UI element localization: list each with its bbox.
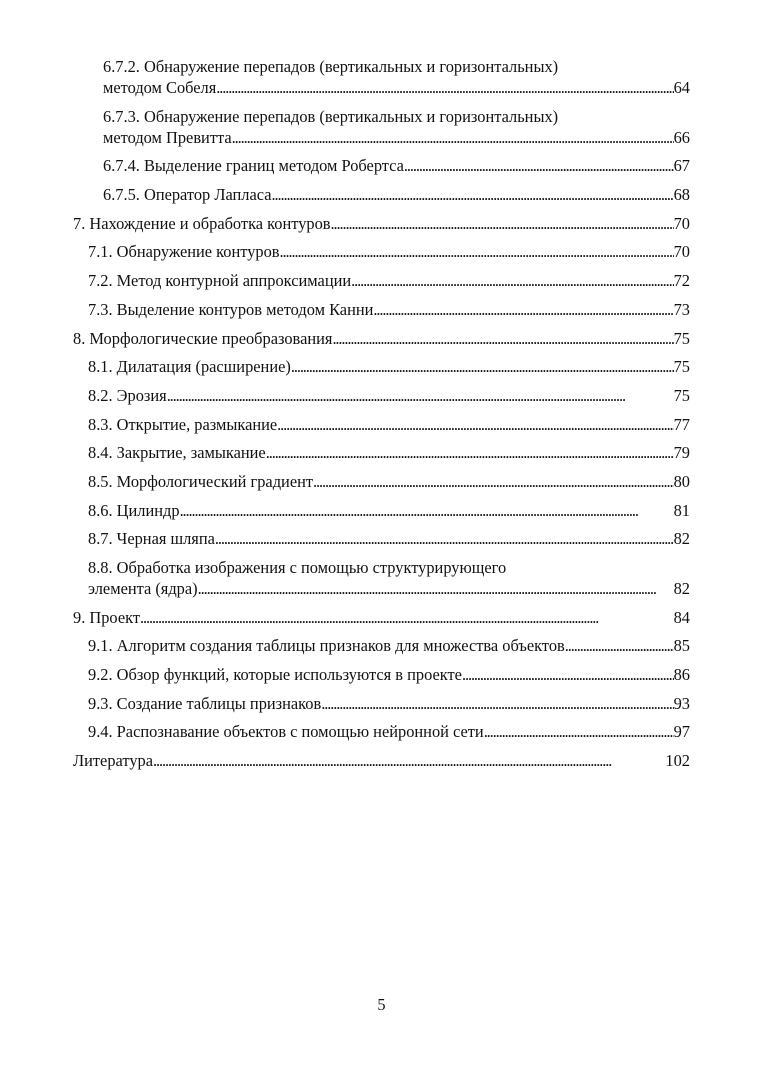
toc-entry-line	[88, 693, 690, 714]
toc-entry-page: 85	[673, 636, 690, 656]
toc-entry-title: 7.3. Выделение контуров методом Канни	[88, 299, 374, 319]
dot-leader	[321, 693, 673, 714]
toc-entry[interactable]	[0, 241, 763, 262]
toc-entry-title: 9.1. Алгоритм создания таблицы признаков для множества объектов	[88, 636, 565, 656]
dot-leader	[277, 414, 673, 435]
toc-entry-line	[88, 356, 690, 377]
toc-entry-line	[73, 607, 690, 628]
toc-entry-line	[88, 299, 690, 320]
toc-entry-page: 97	[673, 722, 690, 742]
toc-entry[interactable]	[0, 635, 763, 656]
toc-entry[interactable]	[0, 721, 763, 742]
toc-entry[interactable]	[0, 56, 763, 98]
toc-entry[interactable]	[0, 213, 763, 234]
toc-entry-page: 86	[673, 665, 690, 685]
dot-leader	[313, 471, 674, 492]
toc-entry-page: 80	[673, 471, 690, 491]
toc-entry-line	[103, 106, 763, 127]
toc-entry[interactable]	[0, 328, 763, 349]
toc-entry[interactable]	[0, 607, 763, 628]
toc-entry[interactable]	[0, 664, 763, 685]
dot-leader	[351, 270, 673, 291]
toc-entry-page: 82	[673, 529, 690, 549]
toc-entry[interactable]	[0, 528, 763, 549]
dot-leader	[198, 578, 674, 599]
toc-entry-line	[103, 56, 763, 77]
toc-entry-line	[88, 241, 690, 262]
dot-leader	[180, 500, 674, 521]
toc-entry[interactable]	[0, 471, 763, 492]
toc-entry-page: 70	[673, 242, 690, 262]
toc-entry-line	[88, 664, 690, 685]
dot-leader	[373, 299, 673, 320]
dot-leader	[215, 528, 674, 549]
toc-entry[interactable]	[0, 557, 763, 599]
toc-entry-line	[88, 270, 690, 291]
toc-entry-page: 72	[673, 271, 690, 291]
toc-entry[interactable]	[0, 693, 763, 714]
toc-entry-page: 67	[673, 156, 690, 176]
toc-entry-title: 9. Проект	[73, 607, 141, 627]
table-of-contents	[0, 56, 763, 779]
toc-entry-title: 7.2. Метод контурной аппроксимации	[88, 271, 352, 291]
dot-leader	[565, 635, 674, 656]
dot-leader	[291, 356, 674, 377]
toc-entry-line	[73, 328, 690, 349]
toc-entry-title: 9.3. Создание таблицы признаков	[88, 693, 322, 713]
toc-entry-title: 9.4. Распознавание объектов с помощью нейронной сети	[88, 722, 484, 742]
toc-entry-line	[73, 750, 690, 771]
toc-entry[interactable]	[0, 385, 763, 406]
toc-entry[interactable]	[0, 299, 763, 320]
toc-entry[interactable]	[0, 414, 763, 435]
toc-entry-title: 8.4. Закрытие, замыкание	[88, 443, 266, 463]
toc-entry-line	[88, 557, 763, 578]
toc-entry-line	[88, 635, 690, 656]
toc-entry-title: Литература	[73, 751, 153, 771]
toc-entry-page: 93	[673, 693, 690, 713]
toc-entry-line	[88, 500, 690, 521]
toc-entry-title: 6.7.2. Обнаружение перепадов (вертикальных и горизонтальных)	[103, 57, 559, 76]
dot-leader	[272, 184, 674, 205]
dot-leader	[216, 77, 673, 98]
toc-entry-title: элемента (ядра)	[88, 579, 198, 598]
toc-entry-page: 70	[673, 213, 690, 233]
toc-entry-title: 8.3. Открытие, размыкание	[88, 414, 278, 434]
toc-entry-title: 8.8. Обработка изображения с помощью структурирующего	[88, 558, 507, 577]
toc-entry-title: 8. Морфологические преобразования	[73, 328, 333, 348]
dot-leader	[484, 721, 674, 742]
dot-leader	[153, 750, 665, 771]
dot-leader	[280, 241, 674, 262]
dot-leader	[167, 385, 674, 406]
toc-entry-title: 7. Нахождение и обработка контуров	[73, 213, 331, 233]
toc-entry-line	[88, 578, 690, 599]
toc-entry-line	[88, 471, 690, 492]
toc-entry-title: методом Превитта	[103, 127, 232, 147]
toc-entry-title: 8.7. Черная шляпа	[88, 529, 215, 549]
toc-entry-page: 73	[673, 299, 690, 319]
toc-entry-line	[88, 385, 690, 406]
toc-entry[interactable]	[0, 442, 763, 463]
toc-entry-line	[103, 77, 690, 98]
toc-entry-line	[73, 213, 690, 234]
toc-entry-line	[103, 184, 690, 205]
dot-leader	[266, 442, 674, 463]
toc-entry-title: 6.7.4. Выделение границ методом Робертса	[103, 156, 404, 176]
toc-entry[interactable]	[0, 500, 763, 521]
toc-entry-page: 79	[673, 443, 690, 463]
toc-entry-page: 81	[673, 500, 690, 520]
toc-entry-line	[88, 442, 690, 463]
toc-entry[interactable]	[0, 106, 763, 148]
dot-leader	[332, 328, 673, 349]
toc-entry-title: 8.2. Эрозия	[88, 385, 167, 405]
toc-entry-title: 6.7.5. Оператор Лапласа	[103, 185, 272, 205]
toc-entry-page: 66	[673, 127, 690, 147]
toc-entry-line	[88, 721, 690, 742]
toc-entry-page: 64	[673, 78, 690, 97]
toc-entry-title: 8.5. Морфологический градиент	[88, 471, 314, 491]
toc-entry-line	[103, 127, 690, 148]
toc-entry[interactable]	[0, 155, 763, 176]
toc-entry-title: 7.1. Обнаружение контуров	[88, 242, 280, 262]
dot-leader	[232, 127, 674, 148]
toc-entry-line	[88, 528, 690, 549]
toc-entry[interactable]	[0, 184, 763, 205]
toc-entry-page: 77	[673, 414, 690, 434]
toc-entry[interactable]	[0, 750, 763, 771]
toc-entry-line	[103, 155, 690, 176]
toc-entry-page: 75	[673, 328, 690, 348]
toc-entry[interactable]	[0, 356, 763, 377]
toc-entry-title: 8.1. Дилатация (расширение)	[88, 357, 291, 377]
toc-entry-title: методом Собеля	[103, 78, 217, 97]
toc-entry-page: 75	[673, 385, 690, 405]
toc-entry-title: 6.7.3. Обнаружение перепадов (вертикальных и горизонтальных)	[103, 106, 559, 126]
toc-entry-page: 75	[673, 357, 690, 377]
toc-entry-line	[88, 414, 690, 435]
toc-entry-page: 102	[665, 751, 690, 771]
dot-leader	[331, 213, 674, 234]
toc-entry[interactable]	[0, 270, 763, 291]
toc-entry-page: 84	[673, 607, 690, 627]
dot-leader	[404, 155, 674, 176]
dot-leader	[140, 607, 674, 628]
page-number: 5	[377, 995, 386, 1014]
toc-entry-title: 8.6. Цилиндр	[88, 500, 180, 520]
dot-leader	[462, 664, 674, 685]
toc-entry-page: 82	[673, 579, 690, 598]
toc-entry-title: 9.2. Обзор функций, которые используются в проекте	[88, 665, 462, 685]
toc-entry-page: 68	[673, 185, 690, 205]
